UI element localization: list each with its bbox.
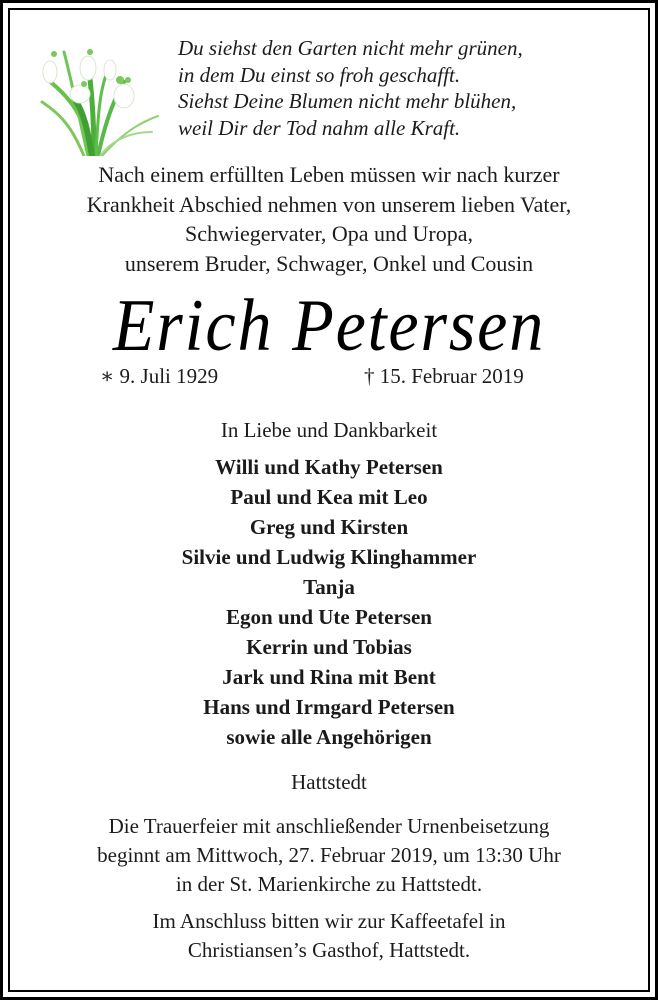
intro-line: Nach einem erfüllten Leben müssen wir nach kurzer — [98, 162, 560, 187]
mourner-entry: Paul und Kea mit Leo — [230, 485, 428, 509]
intro-line: unserem Bruder, Schwager, Onkel und Cousin — [124, 250, 534, 276]
mourner-entry: Willi und Kathy Petersen — [215, 455, 443, 479]
poem — [178, 35, 598, 141]
mourner-entry: Greg und Kirsten — [249, 515, 409, 539]
poem-line: Du siehst den Garten nicht mehr grünen, — [178, 36, 523, 60]
poem-line: weil Dir der Tod nahm alle Kraft. — [178, 115, 461, 140]
mourner-entry: Hans und Irmgard Petersen — [203, 695, 455, 719]
reception-info — [0, 907, 658, 965]
ceremony-line: Die Trauerfeier mit anschließender Urnenbeisetzung — [108, 814, 550, 838]
reception-line: Im Anschluss bitten wir zur Kaffeetafel in — [152, 909, 506, 933]
ceremony-line: in der St. Marienkirche zu Hattstedt. — [175, 872, 483, 896]
intro-line: Krankheit Abschied nehmen von unserem lieben Vater, — [86, 191, 572, 217]
mourners-list — [0, 452, 658, 752]
ceremony-info — [0, 812, 658, 899]
place: Hattstedt — [291, 770, 367, 794]
death-date: † 15. Februar 2019 — [364, 364, 524, 388]
mourner-entry: Egon und Ute Petersen — [226, 605, 432, 629]
intro-line: Schwiegervater, Opa und Uropa, — [184, 221, 474, 246]
snowdrop-flowers-icon — [28, 32, 160, 156]
thanks-line: In Liebe und Dankbarkeit — [220, 418, 438, 442]
intro-text — [14, 160, 644, 278]
mourner-entry: Silvie und Ludwig Klinghammer — [181, 545, 477, 569]
mourner-entry: Tanja — [303, 575, 355, 599]
deceased-name: Erich Petersen — [112, 285, 546, 367]
birth-date: ∗ 9. Juli 1929 — [100, 364, 219, 388]
poem-line: Siehst Deine Blumen nicht mehr blühen, — [178, 89, 517, 113]
poem-line: in dem Du einst so froh geschafft. — [178, 62, 461, 87]
mourner-entry: Kerrin und Tobias — [246, 635, 412, 659]
ceremony-line: beginnt am Mittwoch, 27. Februar 2019, um 13:30 Uhr — [97, 843, 561, 867]
mourner-entry: Jark und Rina mit Bent — [222, 665, 436, 689]
mourner-entry: sowie alle Angehörigen — [226, 725, 432, 749]
reception-line: Christiansen’s Gasthof, Hattstedt. — [187, 938, 471, 962]
